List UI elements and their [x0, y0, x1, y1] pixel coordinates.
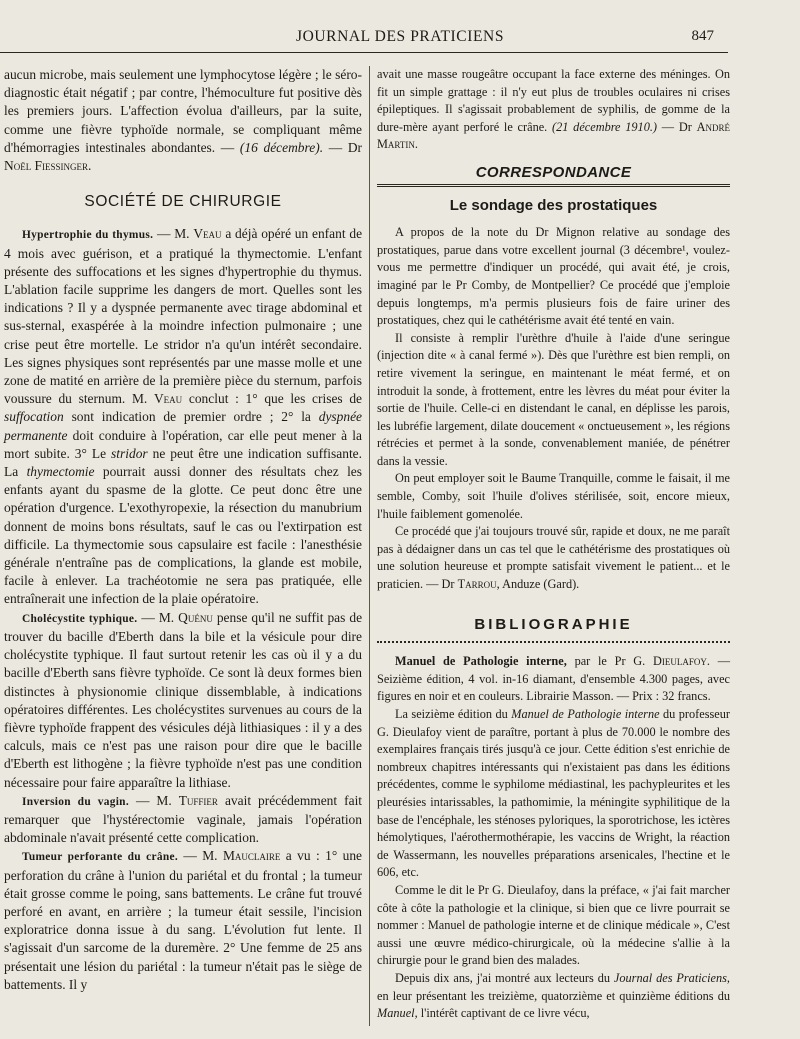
heading-tumeur: Tumeur perforante du crâne.: [22, 851, 178, 864]
bibliographie-title: BIBLIOGRAPHIE: [474, 615, 633, 633]
bibliographie-paragraph-1: La seizième édition du Manuel de Pathologie interne du professeur G. Dieulafoy vient de paraître, portant à plus de 70.000 le nombre des exemplaires français tirés jusqu'à ce jour. Cette édition s'est enrichie de nombreux chapitres intéressants qui n'existaient pas dans les éditions précédentes, comme le syphilome médiastinal, les pachypleurites et les pleurésies intarissables, la pathomimie, la méningite syphilitique de la base de l'encéphale, les sténoses pyloriques, la sporotrichose, les ictères hémolytiques, l'aérothermothérapie, les vaccins de Wright, la réaction de Wassermann, les nouvelles préparations arsenicales, l'hectine et le 606, etc.: [377, 707, 730, 880]
bibliographie-paragraph-2: Comme le dit le Pr G. Dieulafoy, dans la préface, « j'ai fait marcher côte à côte la pathologie et la clinique, si bien que ce livre pourrait se nommer : Manuel de pathologie interne et de clinique médicale », C'est aussi une œuvre médico-chirurgicale, où la médecine s'allie à la chirurgie pour le grand bien des malades.: [377, 882, 730, 968]
heading-thymus: Hypertrophie du thymus.: [22, 229, 154, 242]
book-title: Manuel de Pathologie interne,: [395, 654, 567, 669]
column-divider: [369, 66, 370, 1026]
correspondance-paragraph-4: Ce procédé que j'ai toujours trouvé sûr, rapide et doux, ne me paraît pas à dédaigner dans un cas tel que le cathétérisme des prostatiques où une solution heureuse et prompte satisfait vivement le patient... et le praticien. — Dr Tarrou, Anduze (Gard).: [377, 524, 730, 592]
correspondance-paragraph-2: Il consiste à remplir l'urèthre d'huile à l'aide d'une seringue (injection dite « à canal fermé »). Dès que l'urèthre est bien rempli, on retire vivement la seringue, en maintenant le méat fermé, et on introduit la sonde, à frottement, entre les lèvres du méat pour éviter la sortie de l'huile. Celle-ci en distendant le canal, en déplisse les parois, les lubréfie largement, dilate doucement « onctueusement », les régions rétrécies et permet à la sonde, convenablement maniée, de pénétrer dans la vessie.: [377, 330, 730, 468]
paragraph-inversion: Inversion du vagin. — M. Tuffier avait précédemment fait remarquer que l'hystérectomie vaginale, jamais l'opération abdominale n'avait présenté cette complication.: [4, 792, 363, 846]
heading-cholecystite: Cholécystite typhique.: [22, 612, 138, 625]
correspondance-paragraph-3: On peut employer soit le Baume Tranquille, comme le faisait, il me semble, Comby, soit l'huile d'olives stérilisée, soit, encore mieux, l'huile faiblement gomenolée.: [377, 471, 730, 521]
right-column: [377, 66, 730, 1023]
bibliographie-entry: Manuel de Pathologie interne, par le Pr G. Dieulafoy. — Seizième édition, 4 vol. in-16 diamant, d'ensemble 4.300 pages, avec figures en noir et en couleurs. Librairie Masson. — Prix : 32 francs.: [377, 654, 731, 704]
header-rule: [0, 52, 728, 53]
continuation-signature: André Martin.: [377, 119, 730, 152]
bibliographie-rule: [377, 641, 730, 643]
intro-paragraph: aucun microbe, mais seulement une lymphocytose légère ; le séro-diagnostic était négatif ; par contre, l'hémoculture fut positive dès les premiers jours. L'affection évolua d'ailleurs, par la suite, comme une fièvre typhoïde normale, se compliquant même d'hémorragies intestinales abondantes. — (16 décembre). — Dr Noël Fiessinger.: [4, 67, 363, 174]
section-title: SOCIÉTÉ DE CHIRURGIE: [84, 193, 282, 211]
continuation-paragraph: avait une masse rougeâtre occupant la face externe des méninges. On fit un simple grattage : il n'y eut plus de troubles oculaires ni crises épileptiques. Il s'agissait probablement de syphilis, de gomme de la dure-mère ayant perforé le crâne. (21 décembre 1910.) — Dr André Martin.: [377, 67, 730, 152]
bibliographie-paragraph-3: Depuis dix ans, j'ai montré aux lecteurs du Journal des Praticiens, en leur présentant les treizième, quatorzième et quinzième éditions du Manuel, l'intérêt captivant de ce livre vécu,: [377, 970, 731, 1021]
page-number: 847: [691, 28, 714, 44]
correspondance-paragraph-1: A propos de la note du Dr Mignon relative au sondage des prostatiques, parue dans votre excellent journal (3 décembre¹, voulez-vous me permettre d'indiquer un procédé, qui avait été, je crois, imaginé par le Pr Comby, de Montpellier? Ce procédé que j'emploie depuis longtemps, m'a permis plusieurs fois de faire uriner des prostatiques, chez qui le cathétérisme avait été tenté en vain.: [377, 225, 730, 328]
correspondance-rule: [377, 184, 730, 187]
journal-title: JOURNAL DES PRATICIENS: [295, 28, 505, 45]
intro-signature: Noël Fiessinger.: [4, 158, 92, 174]
correspondance-title: CORRESPONDANCE: [475, 163, 632, 181]
article-title: Le sondage des prostatiques: [449, 196, 658, 214]
page-header: [0, 22, 800, 48]
paragraph-cholecystite: Cholécystite typhique. — M. Quénu pense qu'il ne suffit pas de trouver du bacille d'Eberth dans la bile et la vésicule pour dire cholécystite typhique. Il faut surtout retenir les cas où il y a du bacille d'Eberth sans fièvre typhoïde. Ce sont là deux formes bien distinctes à physionomie clinique dissemblable, à indications opératoires différentes. Les cholécystites survenues au cours de la fièvre typhoïde frappent des vésicules déjà lithiasiques : il y a des calculs, mais ce n'est pas une raison pour dire que le bacille d'Eberth est lithogène ; la fièvre typhoïde n'est pas une condition nécessaire pour faire apparaître la lithiase.: [4, 609, 363, 790]
left-column: [4, 66, 362, 994]
paragraph-tumeur: Tumeur perforante du crâne. — M. Mauclaire a vu : 1° une perforation du crâne à l'union du pariétal et du frontal ; la tumeur était grosse comme le poing, sans battements. Le crâne fut trouvé perforé en avant, en arrière ; la tumeur était sessile, l'incision exploratrice donna issue à du sang. L'évolution fut lente. Il s'agissait d'un sarcome de la duremère. 2° Une femme de 25 ans présentait une lésion du pariétal : la tumeur n'était pas le siège de battements. Il y: [4, 848, 363, 992]
heading-inversion: Inversion du vagin.: [22, 795, 129, 808]
paragraph-thymus: Hypertrophie du thymus. — M. Veau a déjà opéré un enfant de 4 mois avec guérison, et a pratiqué la thymectomie. L'enfant présente des suffocations et les signes d'hypertrophie du thymus. L'ablation facile supprime les dangers de mort. Quelles sont les indications ? Il y a dyspnée permanente avec tirage abdominal et sus-sternal, exaspérée à la moindre infection pulmonaire ; une crise peut être mortelle. Le stridor n'a qu'un intérêt secondaire. Les signes physiques sont représentés par une masse molle et une zone de matité en arrière de la première pièce du sternum, parfois voussure du sternum. M. Veau conclut : 1° que les crises de suffocation sont indication de premier ordre ; 2° la dyspnée permanente doit conduire à l'opération, car elle peut mener à la mort subite. 3° Le stridor ne peut être une indication suffisante. La thymectomie pourrait aussi donner des résultats chez les enfants ayant du spasme de la glotte. Ce peut donc être une opération d'urgence. L'exothyropexie, la résection du manubrium donnent de moins bons résultats, sauf le cas ou l'extirpation est difficile. La thymectomie sous capsulaire est facile : l'anesthésie générale n'entraîne pas de complications, la glande est mobile, facile à enlever. La trachéotomie ne sera pas pratiquée, elle entraînerait une infection de la plaie opératoire.: [4, 226, 363, 607]
intro-date: (16 décembre).: [239, 139, 324, 155]
